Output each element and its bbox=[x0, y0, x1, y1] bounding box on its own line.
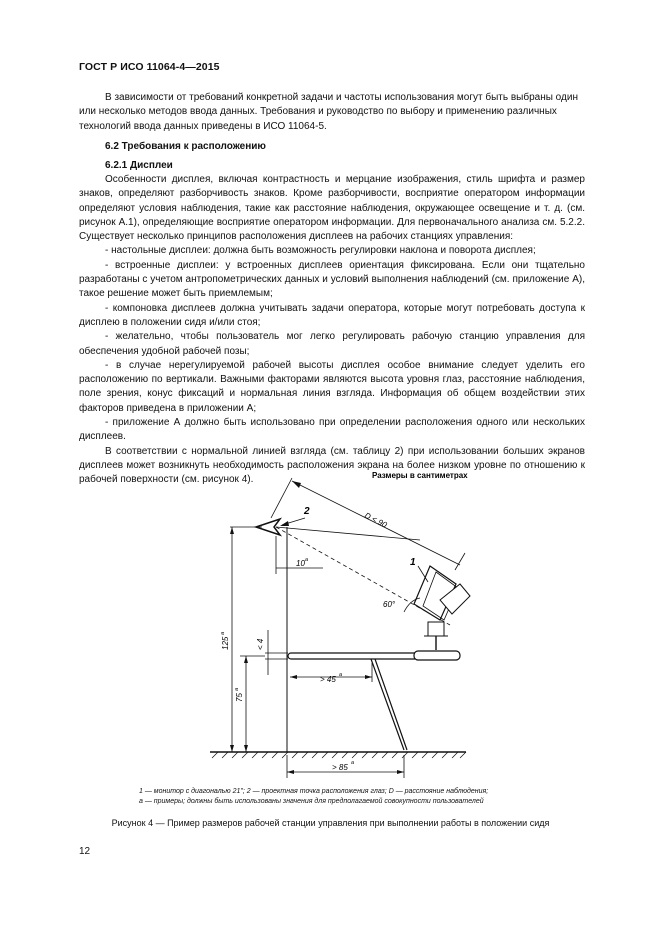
figure-notes bbox=[139, 787, 579, 807]
bullet-annex-a: - приложение А должно быть использовано при определении расположения одного или нескольких дисплеев. bbox=[79, 417, 585, 443]
bullet-fixed-height: - в случае нерегулируемой рабочей высоты дисплея особое внимание следует уделить его расположению по вертикали. Важными факторами являются высота уровня глаз, расстояние наблюдения, поле зрения, конус фиксаций и нормальная линия взгляда. Информация об общем воздействии этих факторов приведена в приложении А; bbox=[79, 359, 585, 414]
dim-angle-label: 60° bbox=[383, 600, 396, 609]
dim-45-label: > 45 bbox=[320, 675, 336, 684]
bullet-display-layout: - компоновка дисплеев должна учитывать задачи оператора, которые могут потребовать доступа к дисплею в положении сидя и/или стоя; bbox=[79, 302, 585, 328]
svg-text:a: a bbox=[220, 631, 226, 635]
callout-1: 1 bbox=[410, 557, 416, 568]
desk-leg bbox=[371, 659, 404, 750]
floor-hatching bbox=[212, 752, 466, 758]
dim-75-label: 75 bbox=[235, 693, 244, 702]
bullet-adjustable-workstation: - желательно, чтобы пользователь мог легко регулировать рабочую станцию управления для обеспечения удобной рабочей позы; bbox=[79, 331, 585, 357]
figure-note-a: a — примеры; должны быть использованы значения для предполагаемой совокупности пользователей bbox=[139, 798, 484, 805]
subsection-heading: 6.2.1 Дисплеи bbox=[105, 160, 173, 171]
body-paragraph-2: В соответствии с нормальной линией взгляда (см. таблицу 2) при использовании больших экранов дисплеев может возникнуть необходимость расположения экрана на более низком уровне по отношению к рабочей поверхности (см. рисунок 4). bbox=[79, 445, 585, 486]
dim-125-label: 125 bbox=[221, 636, 230, 650]
callout-2: 2 bbox=[304, 506, 310, 517]
page-number: 12 bbox=[79, 846, 91, 857]
svg-text:a: a bbox=[351, 760, 355, 766]
section-heading: 6.2 Требования к расположению bbox=[105, 141, 266, 152]
desk-top bbox=[288, 653, 418, 659]
dim-10-label: 10 bbox=[296, 559, 305, 568]
dim-D-label: D < 90 bbox=[363, 510, 389, 530]
intro-line-1: В зависимости от требований конкретной задачи и частоты использования могут быть выбраны один bbox=[105, 92, 578, 103]
monitor bbox=[414, 566, 470, 660]
dim-4-label: < 4 bbox=[256, 638, 265, 650]
svg-text:a: a bbox=[305, 557, 309, 563]
document-header: ГОСТ Р ИСО 11064-4—2015 bbox=[79, 61, 220, 73]
svg-text:a: a bbox=[234, 687, 240, 691]
figure-note-1: 1 — монитор с диагональю 21"; 2 — проектная точка расположения глаз; D — расстояние наблюдения; bbox=[139, 788, 489, 795]
figure-caption: Рисунок 4 — Пример размеров рабочей станции управления при выполнении работы в положении сидя bbox=[111, 818, 550, 828]
body-paragraph-1: Особенности дисплея, включая контрастность и мерцание изображения, стиль шрифта и размер знаков, определяют разборчивость знаков. Кроме разборчивости, восприятие оператором информации определяют условия наблюдения, такие как расстояние наблюдения, окружающее освещение и т. д. (см. рисунок А.1), определяющие восприятие оператором информации. Для первоначального анализа см. 5.2.2. Существует несколько принципов расположения дисплеев на рабочих станциях управления: bbox=[79, 174, 585, 243]
intro-line-2: или несколько методов ввода данных. Требования и руководство по выбору и применению различных bbox=[79, 106, 557, 118]
dim-85-label: > 85 bbox=[332, 763, 348, 772]
intro-line-3: технологий ввода данных приведены в ИСО 11064-5. bbox=[79, 120, 327, 132]
bullet-built-in-displays: - встроенные дисплеи: у встроенных дисплеев ориентация фиксирована. Если они тщательно разработаны с учетом антропометрических данных и условий выполнения наблюдений (см. приложение А), такое решение может быть приемлемым; bbox=[79, 259, 585, 300]
figure-units-label: Размеры в сантиметрах bbox=[372, 471, 468, 480]
bullet-desktop-displays: - настольные дисплеи: должна быть возможность регулировки наклона и поворота дисплея; bbox=[105, 245, 536, 257]
svg-text:a: a bbox=[339, 672, 343, 678]
